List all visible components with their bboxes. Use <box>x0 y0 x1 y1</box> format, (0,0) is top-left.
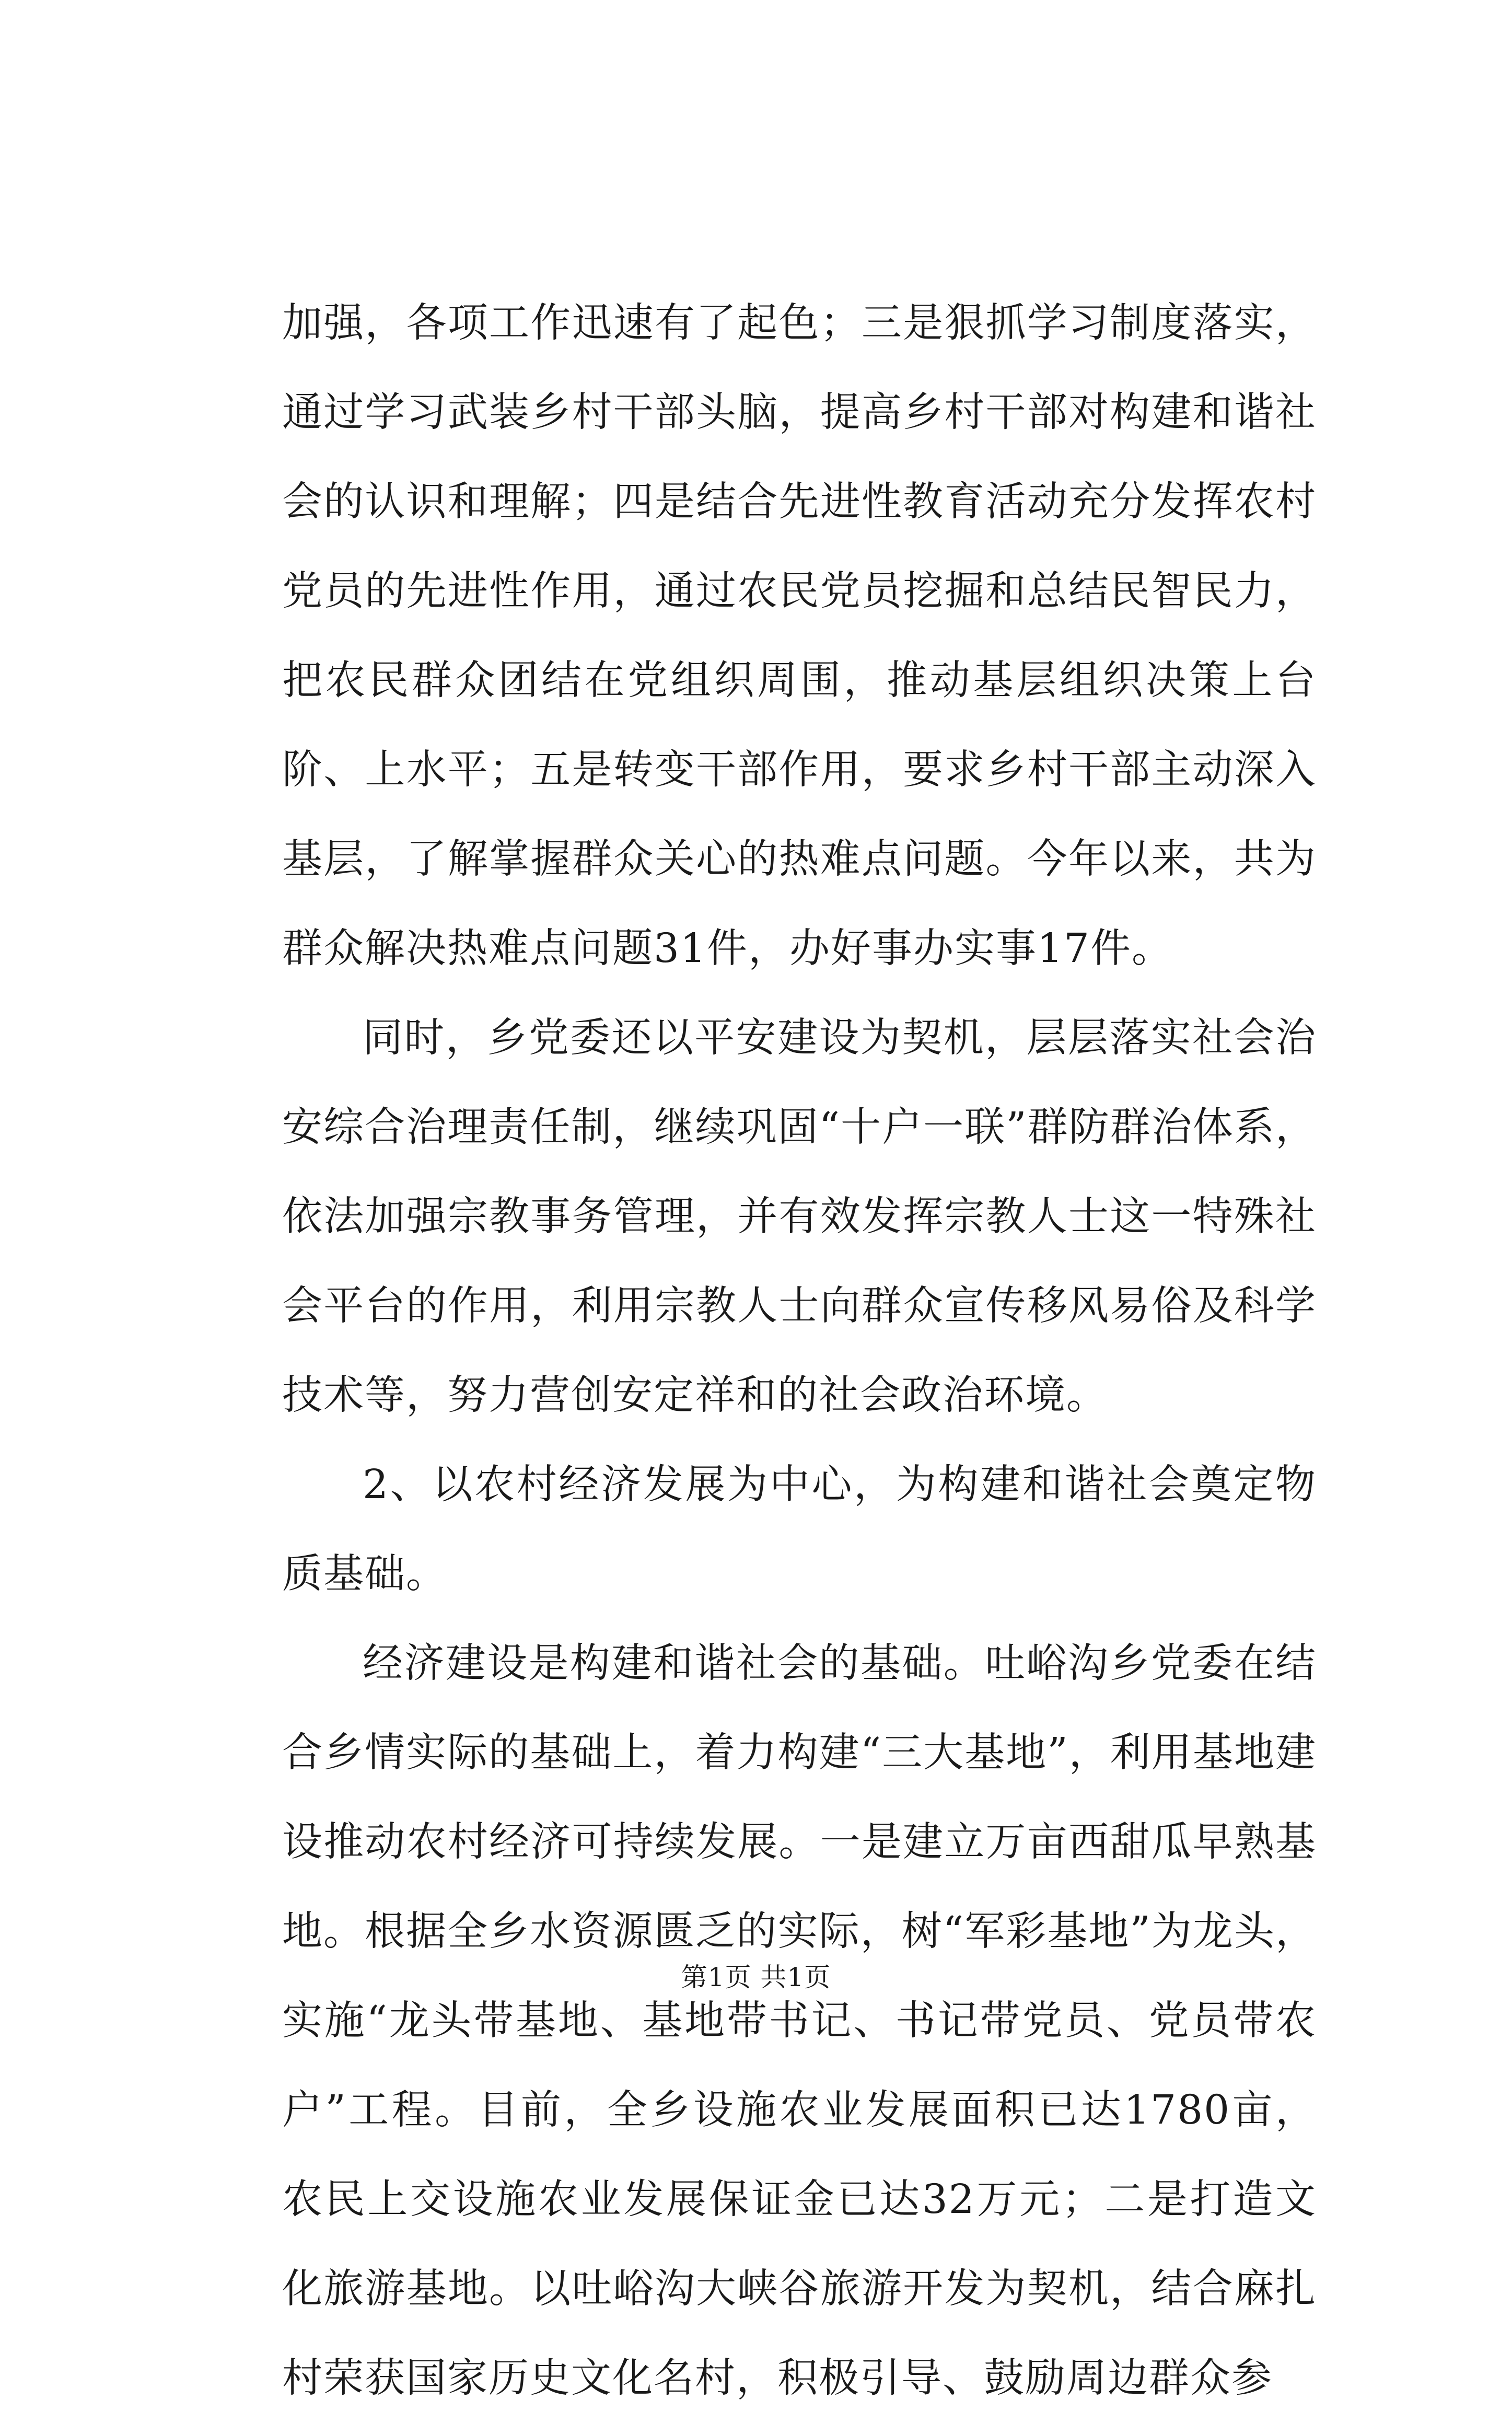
paragraph-1: 加强，各项工作迅速有了起色；三是狠抓学习制度落实，通过学习武装乡村干部头脑，提高乡村干部对构建和谐社会的认识和理解；四是结合先进性教育活动充分发挥农村党员的先进性作用，通过农民党员挖掘和总结民智民力，把农民群众团结在党组织周围，推动基层组织决策上台阶、上水平；五是转变干部作用，要求乡村干部主动深入基层，了解掌握群众关心的热难点问题。今年以来，共为群众解决热难点问题31件，办好事办实事17件。 <box>282 300 1317 972</box>
page-footer: 第1页 共1页 <box>681 1962 831 1992</box>
paragraph-4: 经济建设是构建和谐社会的基础。吐峪沟乡党委在结合乡情实际的基础上，着力构建“三大基地”，利用基地建设推动农村经济可持续发展。一是建立万亩西甜瓜早熟基地。根据全乡水资源匮乏的实际，树“军彩基地”为龙头，实施“龙头带基地、基地带书记、书记带党员、党员带农户”工程。目前，全乡设施农业发展面积已达1780亩，农民上交设施农业发展保证金已达32万元；二是打造文化旅游基地。以吐峪沟大峡谷旅游开发为契机，结合麻扎村荣获国家历史文化名村，积极引导、鼓励周边群众参 <box>282 1640 1317 2402</box>
paragraph-3-heading: 2、以农村经济发展为中心，为构建和谐社会奠定物质基础。 <box>282 1462 1317 1597</box>
paragraph-2: 同时，乡党委还以平安建设为契机，层层落实社会治安综合治理责任制，继续巩固“十户一联”群防群治体系，依法加强宗教事务管理，并有效发挥宗教人士这一特殊社会平台的作用，利用宗教人士向群众宣传移风易俗及科学技术等，努力营创安定祥和的社会政治环境。 <box>282 1015 1317 1419</box>
document-body <box>282 279 1317 2423</box>
